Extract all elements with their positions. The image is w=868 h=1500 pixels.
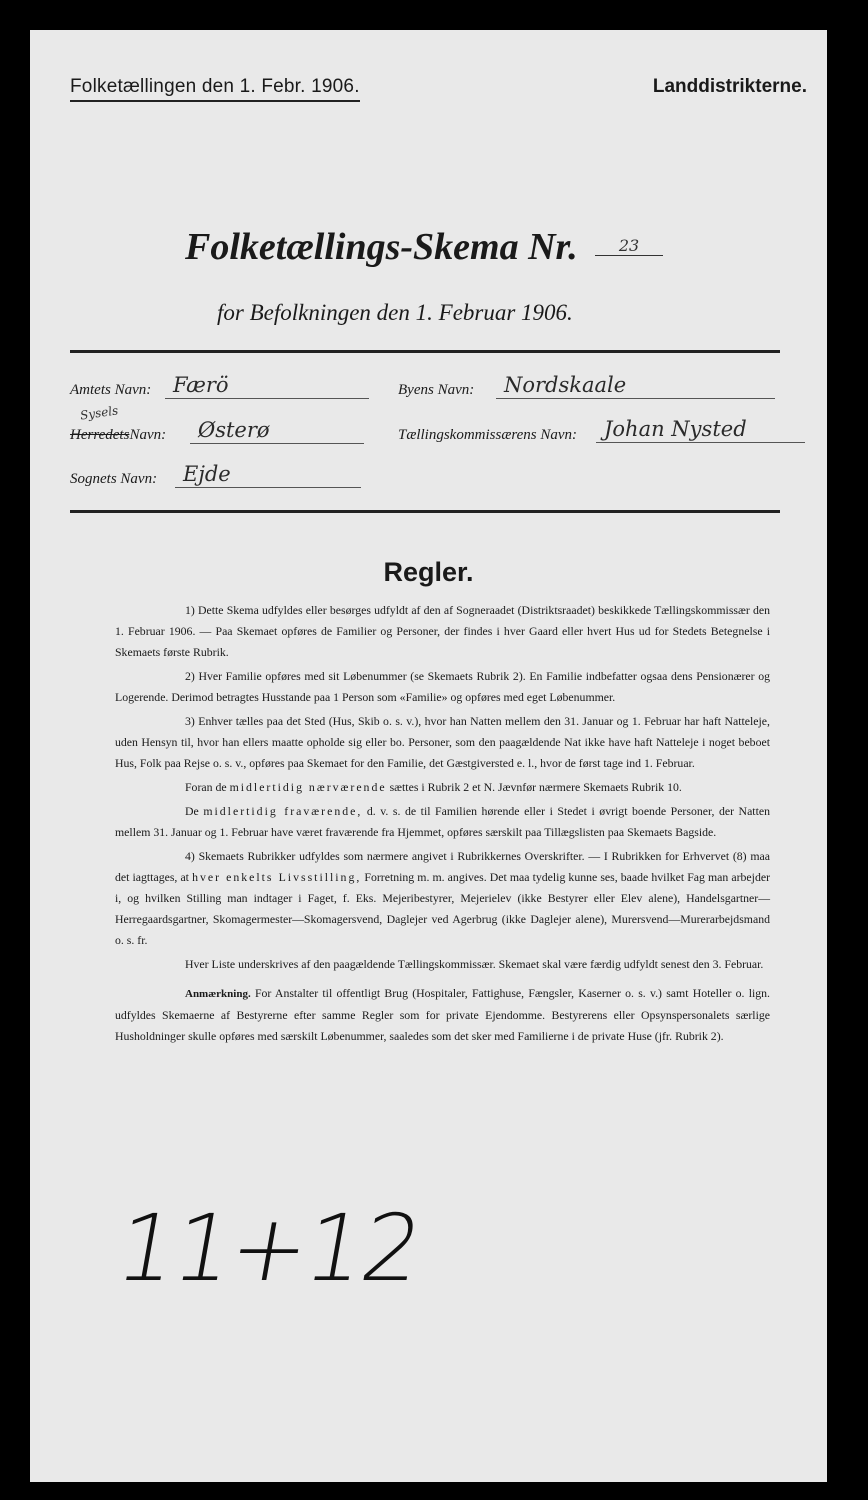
herred-value: Østerø — [190, 418, 364, 444]
form-subtitle: for Befolkningen den 1. Februar 1906. — [217, 300, 573, 325]
herred-label-handwritten: Sysels — [79, 403, 120, 423]
kommissaer-value: Johan Nysted — [596, 417, 805, 443]
sogn-label: Sognets Navn: — [70, 471, 158, 487]
rule-3c — [115, 801, 770, 843]
census-form-page — [30, 30, 827, 1482]
herred-label-suffix: Navn: — [129, 427, 167, 443]
rule-2: 2) Hver Familie opføres med sit Løbenummer (se Skemaets Rubrik 2). En Familie indbefatter ogsaa dens Pensionærer og Logerende. Derimod betragtes Husstande paa 1 Person som «Familie» og opføres med eget Løbenummer. — [115, 669, 770, 704]
remark-text: For Anstalter til offentligt Brug (Hospitaler, Fattighuse, Fængsler, Kaserner o. s. v.) samt Hoteller o. lign. udfyldes Skemaerne af Bestyrerne efter samme Regler som for private Ejendomme. Bestyrerens eller Opsynspersonalets særlige Husholdninger skulle opføres med særskilt Løbenummer, saaledes som det sker med Familierne i de private Huse (jfr. Rubrik 2). — [115, 986, 770, 1043]
divider-top — [70, 350, 780, 353]
rule-4b: Hver Liste underskrives af den paagældende Tællingskommissær. Skemaet skal være færdig udfyldt senest den 3. Februar. — [185, 957, 764, 971]
rule-4-post: Forretning m. m. angives. Det maa tydelig kunne ses, baade hvilket Fag man arbejder i, og hvilken Stilling man indtager i Faget, f. Eks. Mejeribestyrer, Mejerielev (ikke Bestyrer eller Elev alene), Handelsgartner—Herregaardsgartner, Skomagermester—Skomagersvend, Daglejer ved Agerbrug (ikke Daglejer alene), Murersvend—Murerarbejdsmand o. s. fr. — [115, 870, 771, 947]
rule-3b-pre: Foran de — [185, 780, 227, 794]
rule-4-spaced: hver enkelts Livsstilling, — [192, 870, 362, 884]
form-title: Folketællings-Skema Nr. — [185, 226, 578, 268]
rule-3b — [115, 777, 770, 798]
form-number-handwritten: 23 — [595, 236, 663, 256]
district-type: Landdistrikterne. — [652, 76, 807, 97]
rule-3: 3) Enhver tælles paa det Sted (Hus, Skib o. s. v.), hvor han Natten mellem den 31. Januar og 1. Februar har haft Natteleje, uden Hensyn til, hvor han ellers maatte opholde sig eller bo. Personer, som den paagældende Nat ikke have haft Natteleje i noget beboet Hus, Folk paa Rejse o. s. v., opføres paa Skemaet for den Familie, det Gæstgiversted e. l., hvor de først tage ind 1. Februar. — [115, 714, 770, 770]
divider-bottom — [70, 510, 780, 513]
herred-label-struck: Herredets — [70, 427, 130, 443]
remark-lead: Anmærkning. — [185, 988, 251, 1000]
rule-3c-spaced: midlertidig fraværende, — [203, 804, 363, 818]
handwritten-annotation: 11+12 — [108, 1195, 429, 1302]
rule-4 — [115, 846, 770, 951]
remark — [115, 983, 770, 1047]
rules-heading: Regler. — [383, 557, 474, 587]
kommissaer-label: Tællingskommissærens Navn: — [398, 427, 578, 443]
sogn-value: Ejde — [175, 462, 361, 488]
rule-3b-post: sættes i Rubrik 2 et N. Jævnfør nærmere Skemaets Rubrik 10. — [389, 780, 682, 794]
amt-value: Færö — [165, 373, 369, 399]
amt-label: Amtets Navn: — [70, 382, 152, 398]
rule-3b-spaced: midlertidig nærværende — [229, 780, 387, 794]
rules-body — [115, 600, 770, 1050]
rule-1: 1) Dette Skema udfyldes eller besørges udfyldt af den af Sogneraadet (Distriktsraadet) beskikkede Tællingskommissær den 1. Februar 1906. — Paa Skemaet opføres de Familier og Personer, der findes i hver Gaard eller hvert Hus ud for Stedets Betegnelse i Skemaets første Rubrik. — [115, 603, 770, 659]
rule-3c-pre: De — [185, 804, 199, 818]
rule-4-pre: 4) Skemaets Rubrikker udfyldes som nærmere angivet i Rubrikkernes Overskrifter. — I Rubrikken for Erhvervet (8) maa det iagttages, at — [115, 849, 770, 884]
herred-label — [70, 427, 166, 444]
by-label: Byens Navn: — [398, 382, 475, 398]
rule-3c-post: d. v. s. de til Familien hørende eller i Stedet i øvrigt boende Personer, der Natten mellem 31. Januar og 1. Februar have været fraværende fra Hjemmet, opføres særskilt paa Tillægslisten paa Skemaets Bagside. — [115, 804, 770, 839]
census-header: Folketællingen den 1. Febr. 1906. — [70, 76, 360, 102]
by-value: Nordskaale — [496, 373, 775, 399]
